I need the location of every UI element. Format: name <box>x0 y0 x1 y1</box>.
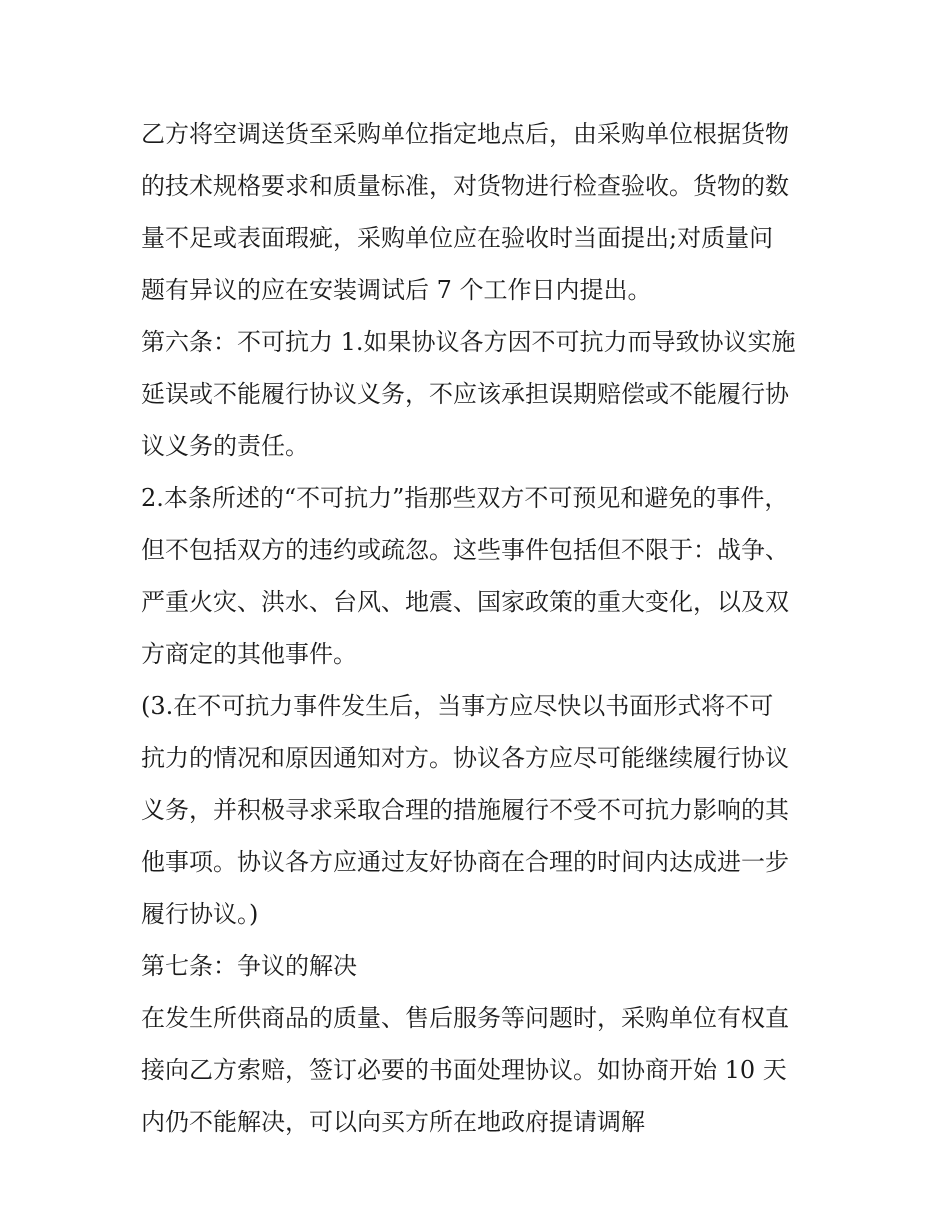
text-line: 义务，并积极寻求采取合理的措施履行不受不可抗力影响的其 <box>141 796 789 824</box>
text-line: 抗力的情况和原因通知对方。协议各方应尽可能继续履行协议 <box>141 744 789 772</box>
text-line: 第六条：不可抗力 1.如果协议各方因不可抗力而导致协议实施 <box>141 328 796 356</box>
text-line: 履行协议。) <box>141 900 259 928</box>
text-line: 他事项。协议各方应通过友好协商在合理的时间内达成进一步 <box>141 848 789 876</box>
text-line: (3.在不可抗力事件发生后，当事方应尽快以书面形式将不可 <box>141 692 774 720</box>
document-body <box>141 108 821 1148</box>
text-line: 第七条：争议的解决 <box>141 952 357 980</box>
text-line: 2.本条所述的“不可抗力”指那些双方不可预见和避免的事件， <box>141 484 789 512</box>
text-line: 议义务的责任。 <box>141 432 309 460</box>
text-line: 在发生所供商品的质量、售后服务等问题时，采购单位有权直 <box>141 1004 789 1032</box>
text-line: 延误或不能履行协议义务，不应该承担误期赔偿或不能履行协 <box>141 380 789 408</box>
text-line: 但不包括双方的违约或疏忽。这些事件包括但不限于：战争、 <box>141 536 789 564</box>
text-line: 乙方将空调送货至采购单位指定地点后，由采购单位根据货物 <box>141 120 789 148</box>
text-line: 方商定的其他事件。 <box>141 640 357 668</box>
text-line: 内仍不能解决，可以向买方所在地政府提请调解 <box>141 1108 645 1136</box>
text-line: 题有异议的应在安装调试后 7 个工作日内提出。 <box>141 276 652 304</box>
text-line: 的技术规格要求和质量标准，对货物进行检查验收。货物的数 <box>141 172 789 200</box>
text-line: 严重火灾、洪水、台风、地震、国家政策的重大变化，以及双 <box>141 588 789 616</box>
text-line: 量不足或表面瑕疵，采购单位应在验收时当面提出;对质量问 <box>141 224 774 252</box>
text-line: 接向乙方索赔，签订必要的书面处理协议。如协商开始 10 天 <box>141 1056 787 1084</box>
